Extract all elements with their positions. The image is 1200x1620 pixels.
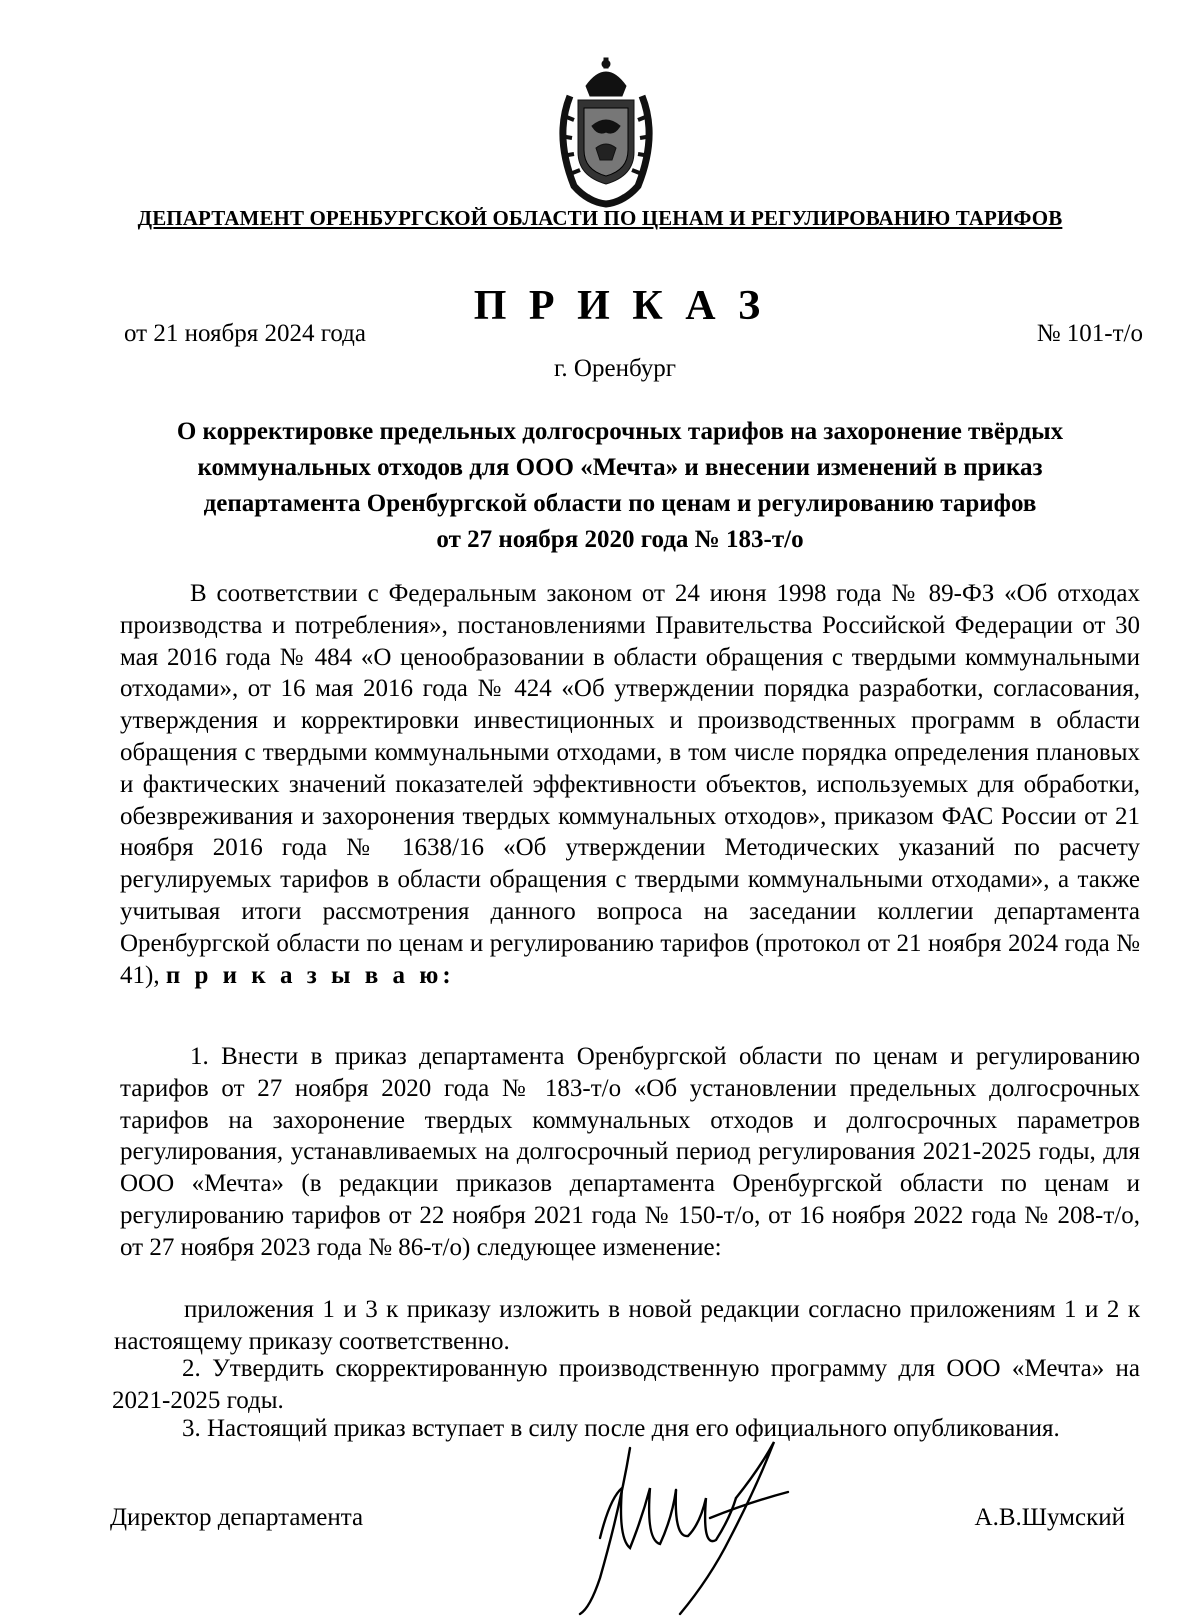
item-1-detail-paragraph: приложения 1 и 3 к приказу изложить в новой редакции согласно приложениям 1 и 2 к настоящему приказу соответственно.: [114, 1296, 1140, 1355]
signer-name: А.В.Шумский: [974, 1504, 1125, 1531]
subject-line: О корректировке предельных долгосрочных тарифов на захоронение твёрдых: [176, 418, 1064, 445]
preamble-text: В соответствии с Федеральным законом от 24 июня 1998 года № 89-ФЗ «Об отходах производства и потребления», постановлениями Правительства Российской Федерации от 30 мая 2016 года № 484 «О ценообразовании в области обращения с твердыми коммунальными отходами», от 16 мая 2016 года № 424 «Об утверждении порядка разработки, согласования, утверждения и корректировки инвестиционных и производственных программ в области обращения с твердыми коммунальными отходами, в том числе порядка определения плановых и фактических значений показателей эффективности объектов, используемых для обработки, обезвреживания и захоронения твердых коммунальных отходов», приказом ФАС России от 21 ноября 2016 года № 1638/16 «Об утверждении Методических указаний по расчету регулируемых тарифов в области обращения с твердыми коммунальными отходами», а также учитывая итоги рассмотрения данного вопроса на заседании коллегии департамента Оренбургской области по ценам и регулированию тарифов (протокол от 21 ноября 2024 года № 41),: [120, 580, 1140, 989]
signer-position: Директор департамента: [110, 1504, 364, 1531]
item-3-paragraph: 3. Настоящий приказ вступает в силу после дня его официального опубликования.: [182, 1415, 1060, 1442]
document-date: от 21 ноября 2024 года: [124, 320, 366, 347]
item-1-paragraph: 1. Внести в приказ департамента Оренбургской области по ценам и регулированию тарифов от 27 ноября 2020 года № 183-т/о «Об установлении предельных долгосрочных тарифов на захоронение твердых коммунальных отходов и долгосрочных параметров регулирования, устанавливаемых на долгосрочный период регулирования 2021-2025 годы, для ООО «Мечта» (в редакции приказов департамента Оренбургской области по ценам и регулированию тарифов от 22 ноября 2021 года № 150-т/о, от 16 ноября 2022 года № 208-т/о, от 27 ноября 2023 года № 86-т/о) следующее изменение:: [120, 1043, 1140, 1261]
coat-of-arms-icon: [548, 56, 664, 210]
item-2-paragraph: 2. Утвердить скорректированную производственную программу для ООО «Мечта» на 2021-2025 годы.: [112, 1355, 1140, 1414]
department-name: ДЕПАРТАМЕНТ ОРЕНБУРГСКОЙ ОБЛАСТИ ПО ЦЕНАМ И РЕГУЛИРОВАНИЮ ТАРИФОВ: [137, 206, 1063, 230]
document-title: П Р И К А З: [473, 283, 767, 329]
document-number: № 101-т/о: [1036, 320, 1143, 347]
handwritten-signature-icon: [560, 1428, 790, 1618]
preamble-paragraph: [120, 578, 1140, 991]
subject-line: коммунальных отходов для ООО «Мечта» и внесении изменений в приказ: [197, 454, 1043, 481]
subject-line: департамента Оренбургской области по ценам и регулированию тарифов: [203, 490, 1037, 517]
document-city: г. Оренбург: [554, 355, 676, 382]
document-subject: [100, 414, 1140, 558]
order-verb: п р и к а з ы в а ю:: [165, 961, 455, 989]
subject-line: от 27 ноября 2020 года № 183-т/о: [436, 526, 804, 553]
